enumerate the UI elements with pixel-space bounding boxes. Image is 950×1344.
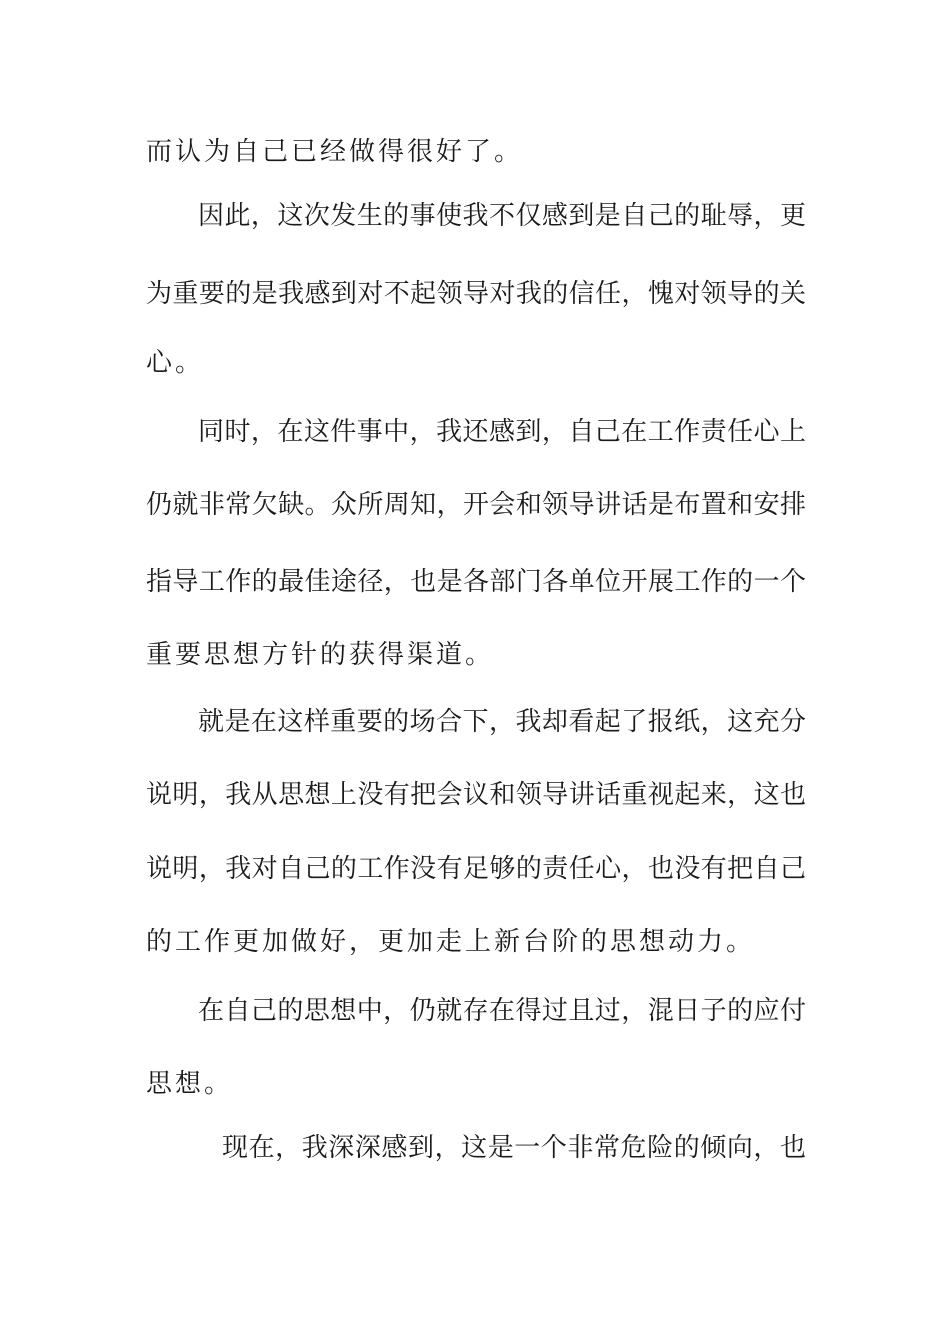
text-line: 仍就非常欠缺。众所周知，开会和领导讲话是布置和安排 — [146, 490, 806, 520]
text-line: 在自己的思想中，仍就存在得过且过，混日子的应付 — [198, 996, 806, 1026]
text-line: 为重要的是我感到对不起领导对我的信任，愧对领导的关 — [146, 279, 806, 309]
text-line: 指导工作的最佳途径，也是各部门各单位开展工作的一个 — [146, 567, 806, 597]
text-line: 而认为自己已经做得很好了。 — [146, 137, 524, 167]
text-line: 心。 — [146, 348, 205, 378]
text-line: 现在，我深深感到，这是一个非常危险的倾向，也 — [222, 1133, 806, 1163]
text-line: 重要思想方针的获得渠道。 — [146, 640, 495, 670]
text-line: 同时，在这件事中，我还感到，自己在工作责任心上 — [198, 417, 806, 447]
text-line: 的工作更加做好，更加走上新台阶的思想动力。 — [146, 927, 756, 957]
text-line: 思想。 — [146, 1069, 234, 1099]
text-line: 说明，我对自己的工作没有足够的责任心，也没有把自己 — [146, 854, 806, 884]
text-line: 就是在这样重要的场合下，我却看起了报纸，这充分 — [198, 707, 806, 737]
text-line: 说明，我从思想上没有把会议和领导讲话重视起来，这也 — [146, 780, 806, 810]
text-line: 因此，这次发生的事使我不仅感到是自己的耻辱，更 — [198, 201, 806, 231]
